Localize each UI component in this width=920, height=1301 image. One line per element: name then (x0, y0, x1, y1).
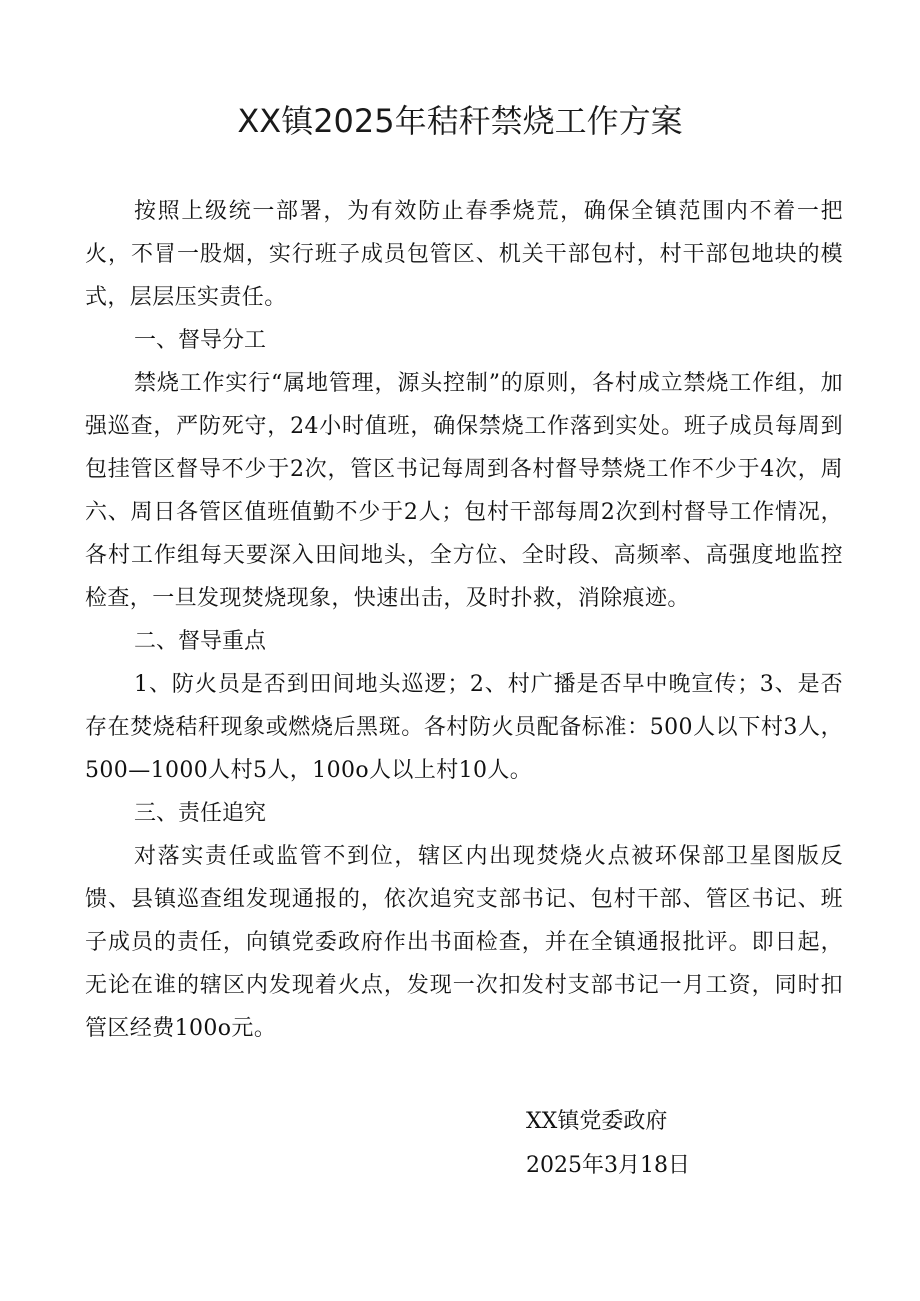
intro-paragraph: 按照上级统一部署，为有效防止春季烧荒，确保全镇范围内不着一把火，不冒一股烟，实行班子成员包管区、机关干部包村，村干部包地块的模式，层层压实责任。 (85, 199, 843, 310)
signature-block (526, 1100, 690, 1188)
section-heading-accountability: 三、责任追究 (134, 801, 267, 826)
section-heading-supervision-focus: 二、督导重点 (134, 629, 267, 654)
document-title: XX镇2025年秸秆禁烧工作方案 (237, 102, 683, 140)
section-paragraph-accountability: 对落实责任或监管不到位，辖区内出现焚烧火点被环保部卫星图版反馈、县镇巡查组发现通报的，依次追究支部书记、包村干部、管区书记、班子成员的责任，向镇党委政府作出书面检查，并在全镇通报批评。即日起，无论在谁的辖区内发现着火点，发现一次扣发村支部书记一月工资，同时扣管区经费100o元。 (85, 844, 843, 1041)
document-body (85, 190, 843, 1050)
section-paragraph-supervision-division: 禁烧工作实行“属地管理，源头控制”的原则，各村成立禁烧工作组，加强巡查，严防死守，24小时值班，确保禁烧工作落到实处。班子成员每周到包挂管区督导不少于2次，管区书记每周到各村督导禁烧工作不少于4次，周六、周日各管区值班值勤不少于2人；包村干部每周2次到村督导工作情况，各村工作组每天要深入田间地头，全方位、全时段、高频率、高强度地监控检查，一旦发现焚烧现象，快速出击，及时扑救，消除痕迹。 (85, 371, 843, 611)
signature-org: XX镇党委政府 (526, 1109, 668, 1134)
section-heading-supervision-division: 一、督导分工 (134, 328, 267, 353)
section-paragraph-supervision-focus: 1、防火员是否到田间地头巡逻；2、村广播是否早中晚宣传；3、是否存在焚烧秸秆现象或燃烧后黑斑。各村防火员配备标准：500人以下村3人，500—1000人村5人，100o人以上村10人。 (85, 672, 843, 783)
signature-date: 2025年3月18日 (526, 1153, 690, 1178)
